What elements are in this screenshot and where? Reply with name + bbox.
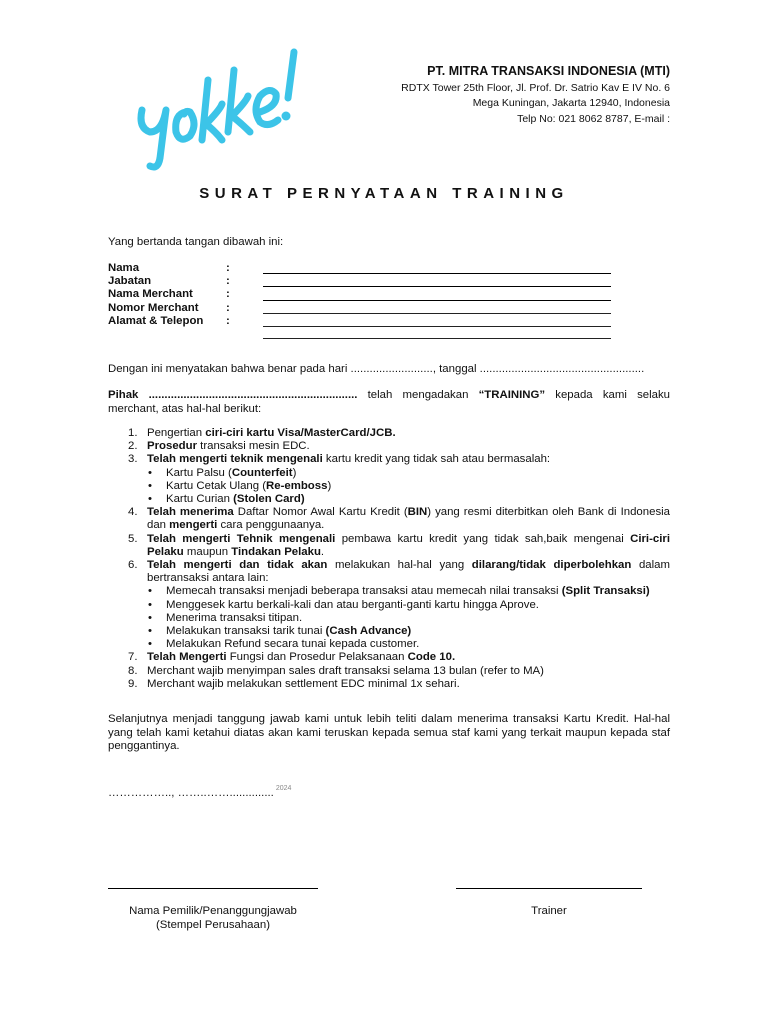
sub-item xyxy=(147,638,670,651)
sub-text: Memecah transaksi menjadi beberapa transaksi atau memecah nilai transaksi xyxy=(166,585,562,598)
field-colon: : xyxy=(226,301,230,314)
field-label: Nama xyxy=(108,262,140,274)
item-bold: Telah mengerti dan tidak akan xyxy=(147,559,328,572)
item-number: 8. xyxy=(128,664,138,677)
sub-bold: (Cash Advance) xyxy=(325,625,412,638)
identity-fields xyxy=(108,262,618,340)
field-nama xyxy=(108,262,618,275)
item-bold: Tindakan Pelaku xyxy=(231,545,321,558)
list-item xyxy=(108,559,670,651)
company-address-line2: Mega Kuningan, Jakarta 12940, Indonesia xyxy=(472,97,670,109)
item-bold: Telah menerima xyxy=(147,506,234,519)
item-number: 4. xyxy=(128,506,138,519)
company-header xyxy=(401,64,670,127)
training-items-list xyxy=(108,427,670,691)
item-text: Pengertian xyxy=(147,427,206,439)
field-nama-merchant xyxy=(108,288,618,301)
sub-text: Melakukan transaksi tarik tunai xyxy=(166,625,326,638)
sub-item xyxy=(147,612,670,625)
list-item xyxy=(108,533,670,559)
field-label: Jabatan xyxy=(108,275,152,288)
sub-bold: Counterfeit xyxy=(231,466,293,479)
company-address-line1: RDTX Tower 25th Floor, Jl. Prof. Dr. Satrio Kav E IV No. 6 xyxy=(401,81,670,94)
intro-text: Yang bertanda tangan dibawah ini: xyxy=(108,236,284,248)
field-jabatan xyxy=(108,275,618,288)
sub-bold: (Split Transaksi) xyxy=(561,585,650,598)
company-contact: Telp No: 021 8062 8787, E-mail : xyxy=(517,112,670,125)
pihak-label: Pihak .................................................................. xyxy=(108,389,358,401)
field-alamat-extra xyxy=(108,328,618,340)
field-label: Nama Merchant xyxy=(108,288,193,301)
item-bold: Prosedur xyxy=(147,440,198,453)
sub-list xyxy=(147,585,670,651)
sub-bold: Re-emboss xyxy=(266,479,328,492)
field-nama-merchant-line[interactable] xyxy=(263,300,611,301)
item-text: Fungsi dan Prosedur Pelaksanaan xyxy=(226,651,408,664)
item-text: ) yang resmi diterbitkan oleh Bank di Indonesia dan xyxy=(147,506,671,532)
list-item xyxy=(108,427,670,440)
sub-text: Kartu Curian xyxy=(166,493,234,506)
item-number: 3. xyxy=(128,453,138,466)
sub-item xyxy=(147,599,670,612)
sub-item xyxy=(147,467,670,480)
sub-text: Menggesek kartu berkali-kali dan atau berganti-ganti kartu hingga Aprove. xyxy=(166,598,539,611)
signature-line-owner[interactable] xyxy=(108,888,318,889)
item-number: 6. xyxy=(128,559,138,572)
field-label: Alamat & Telepon xyxy=(108,314,204,327)
statement-text: Dengan ini menyatakan bahwa benar pada hari .........................., tanggal .................................................... xyxy=(108,363,645,375)
date-year-ghost: 2024 xyxy=(275,785,292,792)
list-item xyxy=(108,651,670,664)
item-text: cara penggunaanya. xyxy=(217,519,325,532)
field-alamat-line1[interactable] xyxy=(263,326,611,327)
pihak-text2: kepada kami selaku merchant, atas hal-hal berikut: xyxy=(108,389,670,415)
list-item xyxy=(108,678,670,691)
sub-item xyxy=(147,585,670,598)
sub-list xyxy=(147,467,670,507)
item-number: 2. xyxy=(128,440,138,453)
sub-item xyxy=(147,480,670,493)
signature-line-trainer[interactable] xyxy=(456,888,642,889)
company-name: PT. MITRA TRANSAKSI INDONESIA (MTI) xyxy=(427,64,670,78)
list-item xyxy=(108,665,670,678)
sub-text: ) xyxy=(327,479,332,492)
item-number: 9. xyxy=(128,677,138,690)
sub-text: Melakukan Refund secara tunai kepada customer. xyxy=(166,638,420,651)
field-colon: : xyxy=(226,275,230,288)
field-alamat-line2[interactable] xyxy=(263,338,611,339)
item-text: transaksi mesin EDC. xyxy=(197,440,310,453)
sub-text: Menerima transaksi titipan. xyxy=(166,611,303,624)
sub-item xyxy=(147,625,670,638)
list-item xyxy=(108,506,670,532)
item-bold: Code 10. xyxy=(407,651,456,664)
document-title: SURAT PERNYATAAN TRAINING xyxy=(199,185,569,202)
sub-text: Kartu Palsu ( xyxy=(166,466,232,479)
item-text: Merchant wajib menyimpan sales draft transaksi selama 13 bulan (refer to MA) xyxy=(147,664,544,677)
pihak-text1: telah mengadakan xyxy=(357,389,479,401)
signature-trainer-label: Trainer xyxy=(531,905,567,917)
owner-label-line1: Nama Pemilik/Penanggungjawab xyxy=(129,905,297,917)
item-text: kartu kredit yang tidak sah atau bermasalah: xyxy=(322,453,551,466)
item-text: melakukan hal-hal yang xyxy=(327,559,472,572)
item-bold: Telah Mengerti xyxy=(147,651,227,664)
item-bold: Telah mengerti teknik mengenali xyxy=(147,453,323,466)
item-text: maupun xyxy=(183,545,232,558)
list-item xyxy=(108,453,670,506)
item-text: Merchant wajib melakukan settlement EDC minimal 1x sehari. xyxy=(147,677,460,690)
item-bold: mengerti xyxy=(169,519,218,532)
item-text: Daftar Nomor Awal Kartu Kredit ( xyxy=(233,506,408,519)
yokke-logo xyxy=(128,40,308,175)
item-number: 1. xyxy=(128,427,138,439)
date-line xyxy=(108,785,291,799)
pihak-training: “TRAINING” xyxy=(478,389,546,401)
item-text: . xyxy=(320,545,325,558)
item-bold: ciri-ciri kartu Visa/MasterCard/JCB. xyxy=(205,427,396,439)
item-number: 5. xyxy=(128,532,138,545)
closing-paragraph: Selanjutnya menjadi tanggung jawab kami untuk lebih teliti dalam menerima transaksi Kartu Kredit. Hal-hal yang telah kami ketahui diatas akan kami teruskan kepada semua staf kami yang terkait maupun kepada staf penggantinya. xyxy=(108,713,670,752)
sub-text: ) xyxy=(292,466,297,479)
sub-text: Kartu Cetak Ulang ( xyxy=(166,479,267,492)
field-nomor-merchant-line[interactable] xyxy=(263,313,611,314)
field-colon: : xyxy=(226,262,230,274)
item-bold: Ciri-ciri Pelaku xyxy=(147,532,670,558)
item-number: 7. xyxy=(128,651,138,664)
sub-item xyxy=(147,493,670,506)
field-colon: : xyxy=(226,314,230,327)
owner-label-line2: (Stempel Perusahaan) xyxy=(156,918,270,931)
field-nama-line[interactable] xyxy=(263,273,611,274)
field-colon: : xyxy=(226,288,230,301)
field-label: Nomor Merchant xyxy=(108,301,199,314)
item-bold: Telah mengerti Tehnik mengenali xyxy=(147,532,336,545)
signature-owner-label xyxy=(108,905,318,932)
item-bold: dilarang/tidak diperbolehkan xyxy=(471,559,632,572)
pihak-paragraph xyxy=(108,389,670,416)
item-text: dalam bertransaksi antara lain: xyxy=(147,559,670,585)
item-bold: BIN xyxy=(407,506,428,519)
field-jabatan-line[interactable] xyxy=(263,286,611,287)
field-nomor-merchant xyxy=(108,302,618,315)
sub-bold: (Stolen Card) xyxy=(233,493,305,506)
field-alamat-telepon xyxy=(108,315,618,328)
date-placeholder[interactable]: …………….., ……..…….............. xyxy=(108,787,274,799)
item-text: pembawa kartu kredit yang tidak sah,baik mengenai xyxy=(335,532,631,545)
list-item xyxy=(108,440,670,453)
